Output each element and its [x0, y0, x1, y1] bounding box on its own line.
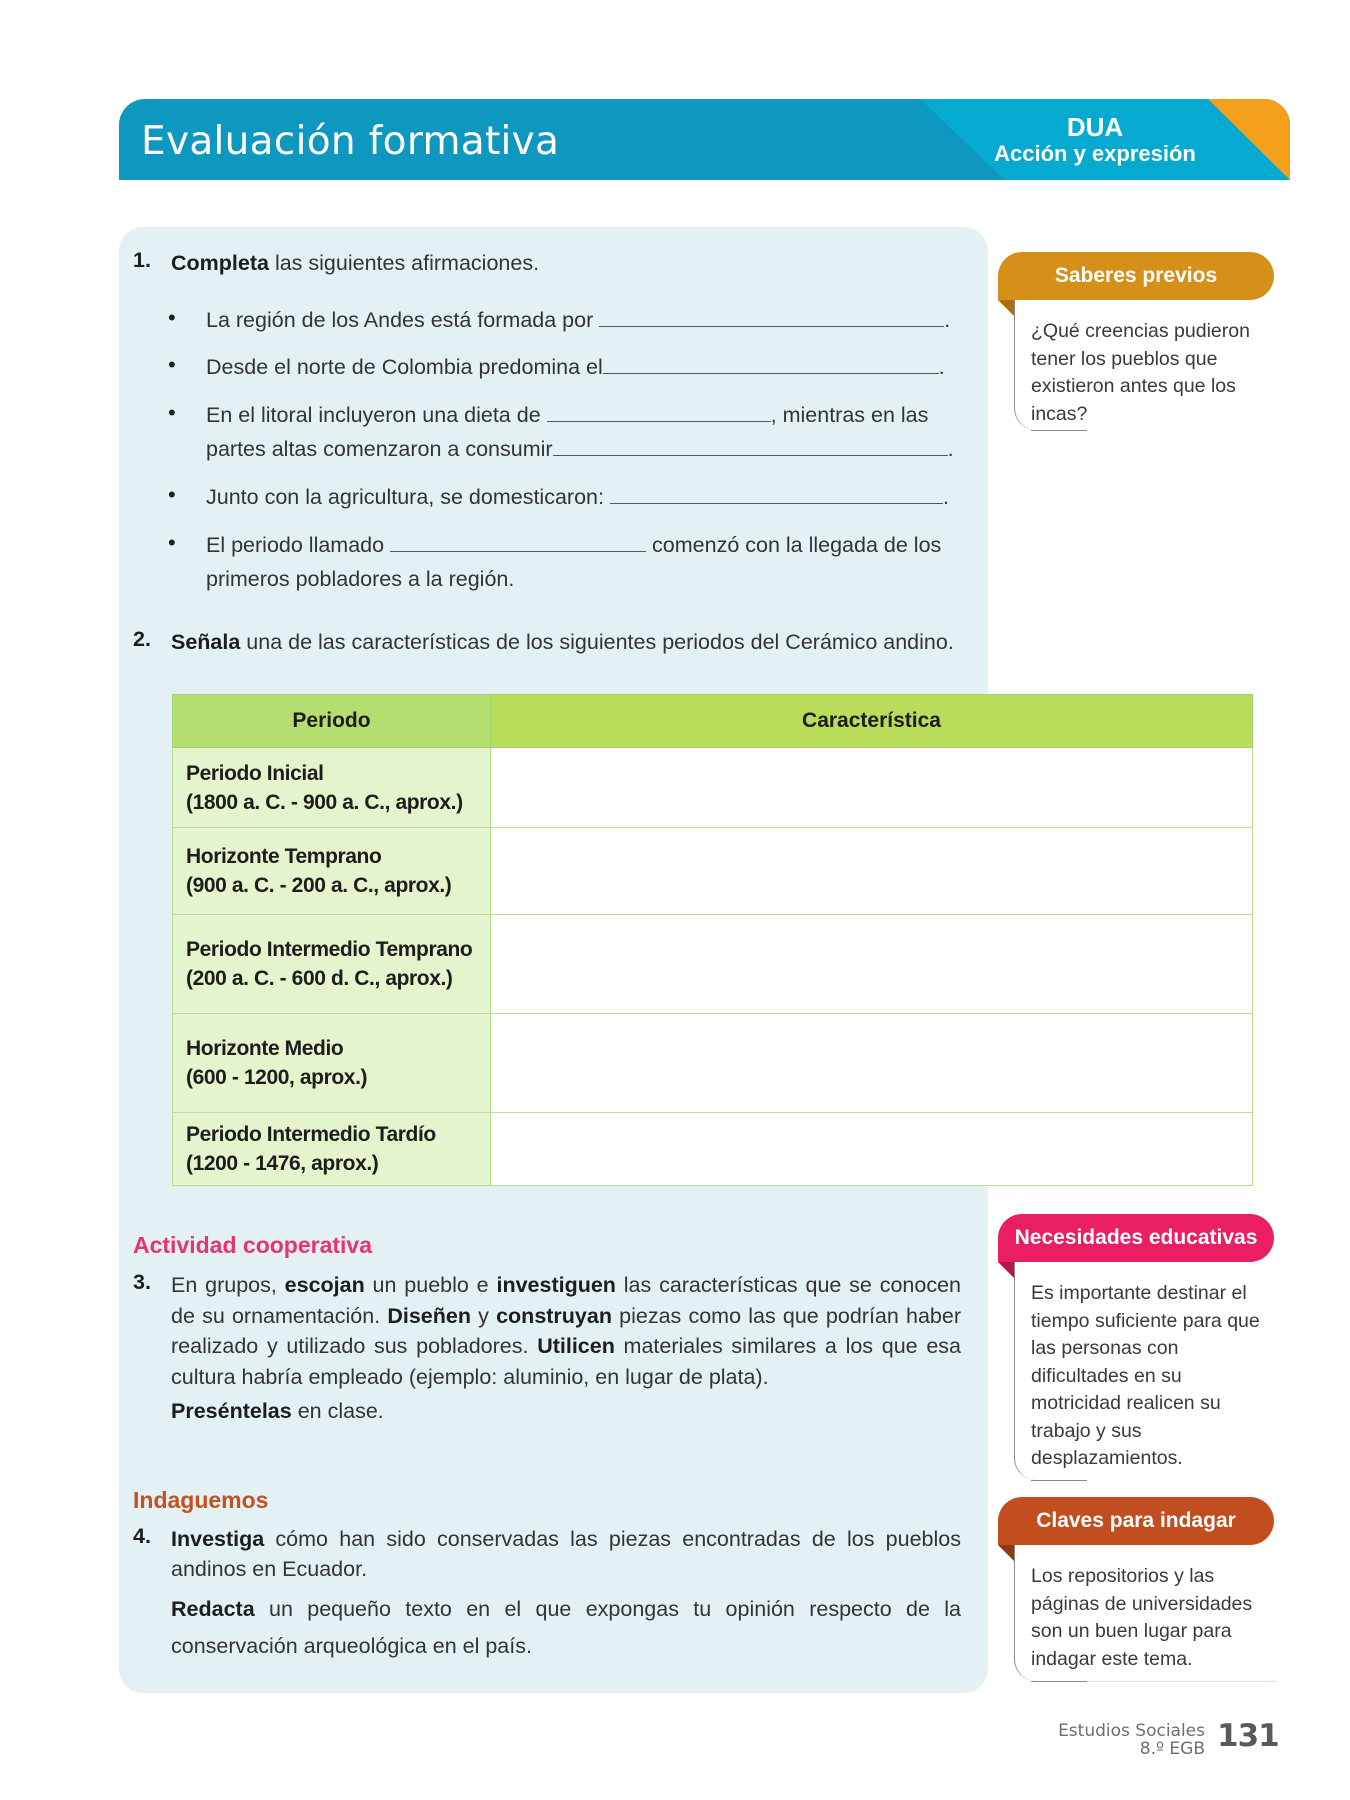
q1-item-2-period: . — [938, 355, 945, 379]
period-cell — [173, 828, 491, 915]
q1-item-4-text: Junto con la agricultura, se domesticaron: — [206, 485, 610, 509]
saberes-previos-tab: Saberes previos — [998, 252, 1274, 300]
q3-closing — [171, 1396, 384, 1426]
q1-item-5 — [206, 530, 966, 560]
q3-verb-disenen: Diseñen — [387, 1303, 471, 1328]
q1-item-5-middle: comenzó con la llegada de los — [646, 533, 942, 557]
q1-item-5-line2: primeros pobladores a la región. — [206, 567, 515, 591]
tab-fold-decoration — [998, 300, 1014, 316]
q1-item-4-blank[interactable] — [610, 486, 943, 504]
bullet-icon: • — [168, 530, 176, 555]
q1-item-1-blank[interactable] — [599, 309, 944, 327]
sidebar-claves-para-indagar — [998, 1497, 1274, 1681]
q3-text: las características que se conocen de su ornamentación. — [171, 1273, 961, 1328]
q4-prompt — [171, 1524, 961, 1584]
q3-verb-escojan: escojan — [284, 1273, 365, 1297]
period-range: (600 - 1200, aprox.) — [186, 1066, 368, 1089]
q1-item-2-blank[interactable] — [603, 356, 939, 374]
q1-item-5-blank[interactable] — [390, 534, 646, 552]
q1-item-3-line2 — [206, 434, 966, 464]
period-cell — [173, 1113, 491, 1186]
characteristic-input-cell[interactable] — [491, 1113, 1253, 1186]
q3-text: en clase. — [291, 1399, 384, 1423]
cooperative-activity-title: Actividad cooperativa — [133, 1232, 373, 1258]
tab-fold-decoration — [998, 1262, 1014, 1278]
q3-text: piezas como las que podrían haber realizado y utilizado sus pobladores. — [171, 1303, 962, 1358]
q1-verb: Completa — [171, 251, 269, 275]
characteristic-input-cell[interactable] — [491, 748, 1253, 828]
q1-item-2-text: Desde el norte de Colombia predomina el — [206, 355, 603, 379]
q4-verb-investiga: Investiga — [171, 1527, 265, 1551]
period-cell — [173, 748, 491, 828]
tab-fold-decoration — [998, 1545, 1014, 1561]
q3-verb-presentelas: Preséntelas — [171, 1399, 292, 1423]
q3-verb-utilicen: Utilicen — [537, 1334, 615, 1358]
page-header-banner — [119, 99, 1290, 180]
period-range: (1200 - 1476, aprox.) — [186, 1152, 379, 1175]
q3-number: 3. — [133, 1270, 151, 1294]
q3-text: un pueblo e — [364, 1273, 497, 1297]
period-name: Horizonte Temprano — [186, 845, 382, 868]
table-row — [173, 1014, 1253, 1113]
q1-item-3-text: En el litoral incluyeron una dieta de — [206, 403, 547, 427]
q1-prompt — [171, 248, 539, 278]
q1-item-1 — [206, 305, 961, 335]
q1-item-3-period: . — [947, 437, 954, 461]
q1-item-4-period: . — [942, 485, 949, 509]
q3-text: En grupos, — [171, 1273, 285, 1297]
necesidades-educativas-tab: Necesidades educativas — [998, 1214, 1274, 1262]
sidebar-saberes-previos — [998, 252, 1274, 430]
page-footer — [1058, 1722, 1205, 1758]
q2-prompt — [171, 627, 961, 657]
q4-text: cómo han sido conservadas las piezas encontradas de los pueblos andinos en Ecuador. — [171, 1527, 961, 1581]
period-name: Periodo Inicial — [186, 761, 324, 785]
characteristic-input-cell[interactable] — [491, 915, 1253, 1014]
dua-label: DUA — [1066, 112, 1124, 142]
bullet-icon: • — [168, 400, 176, 425]
q2-rest: una de las características de los siguientes periodos del Cerámico andino. — [240, 630, 954, 654]
table-row — [173, 1113, 1253, 1186]
period-range: (200 a. C. - 600 d. C., aprox.) — [186, 967, 453, 990]
period-cell — [173, 1014, 491, 1113]
column-header-caracteristica: Característica — [491, 695, 1253, 748]
divider — [1087, 1681, 1277, 1682]
period-cell — [173, 915, 491, 1014]
page-number: 131 — [1217, 1718, 1279, 1754]
bullet-icon: • — [168, 482, 176, 507]
period-name: Periodo Intermedio Tardío — [186, 1123, 436, 1146]
divider — [1031, 1681, 1087, 1683]
indaguemos-title: Indaguemos — [133, 1487, 269, 1513]
column-header-periodo: Periodo — [173, 695, 491, 748]
claves-para-indagar-text: Los repositorios y las páginas de universidades son un buen lugar para indagar este tema. — [1031, 1565, 1253, 1670]
q3-text: materiales similares a los que esa cultura habría empleado (ejemplo: aluminio, en lugar de plata). — [171, 1334, 961, 1389]
q1-item-3-line2-text: partes altas comenzaron a consumir — [206, 437, 553, 461]
sidebar-necesidades-educativas — [998, 1214, 1274, 1480]
table-header-row — [173, 695, 1253, 748]
period-range: (1800 a. C. - 900 a. C., aprox.) — [186, 790, 463, 814]
divider — [1031, 430, 1087, 432]
period-range: (900 a. C. - 200 a. C., aprox.) — [186, 874, 452, 897]
q4-second-prompt — [171, 1591, 961, 1665]
necesidades-educativas-text: Es importante destinar el tiempo suficiente para que las personas con dificultades en su motricidad realicen su trabajo y sus desplazamientos. — [1031, 1282, 1260, 1469]
q2-verb: Señala — [171, 630, 241, 654]
q1-item-3-middle: , mientras en las — [770, 403, 929, 427]
q2-number: 2. — [133, 627, 151, 651]
period-name: Horizonte Medio — [186, 1037, 344, 1060]
table-row — [173, 748, 1253, 828]
characteristic-input-cell[interactable] — [491, 1014, 1253, 1113]
table-row — [173, 915, 1253, 1014]
q1-item-1-text: La región de los Andes está formada por — [206, 308, 600, 332]
q1-number: 1. — [133, 248, 151, 272]
q1-item-1-period: . — [944, 308, 951, 332]
claves-para-indagar-body — [1014, 1545, 1274, 1681]
q4-verb-redacta: Redacta — [171, 1597, 255, 1621]
q4-number: 4. — [133, 1524, 151, 1548]
divider — [1031, 1480, 1087, 1482]
q1-item-3-blank-b[interactable] — [553, 438, 948, 456]
periods-table — [172, 694, 1253, 1186]
footer-grade: 8.º EGB — [1139, 1739, 1205, 1759]
bullet-icon: • — [168, 305, 176, 330]
q4-text: un pequeño texto en el que expongas tu opinión respecto de la conservación arqueológica en el país. — [171, 1597, 961, 1658]
dua-subtitle: Acción y expresión — [994, 141, 1196, 166]
q3-text: y — [470, 1303, 497, 1328]
characteristic-input-cell[interactable] — [491, 828, 1253, 915]
q1-item-3-blank-a[interactable] — [547, 404, 771, 422]
saberes-previos-body — [1014, 300, 1274, 430]
q3-verb-investiguen: investiguen — [496, 1273, 616, 1297]
page-title: Evaluación formativa — [141, 119, 560, 164]
necesidades-educativas-body — [1014, 1262, 1274, 1480]
q1-item-2 — [206, 352, 961, 382]
claves-para-indagar-tab: Claves para indagar — [998, 1497, 1274, 1545]
table-row — [173, 828, 1253, 915]
footer-subject: Estudios Sociales — [1058, 1721, 1205, 1741]
q3-prompt — [171, 1270, 961, 1392]
q1-item-5-text: El periodo llamado — [206, 533, 391, 557]
q1-rest: las siguientes afirmaciones. — [268, 251, 540, 275]
q1-item-4 — [206, 482, 961, 512]
q3-verb-construyan: construyan — [496, 1303, 612, 1328]
q1-item-3 — [206, 400, 966, 430]
period-name: Periodo Intermedio Temprano — [186, 938, 473, 961]
dua-badge — [985, 113, 1205, 167]
saberes-previos-text: ¿Qué creencias pudieron tener los pueblos que existieron antes que los incas? — [1031, 320, 1250, 425]
bullet-icon: • — [168, 352, 176, 377]
